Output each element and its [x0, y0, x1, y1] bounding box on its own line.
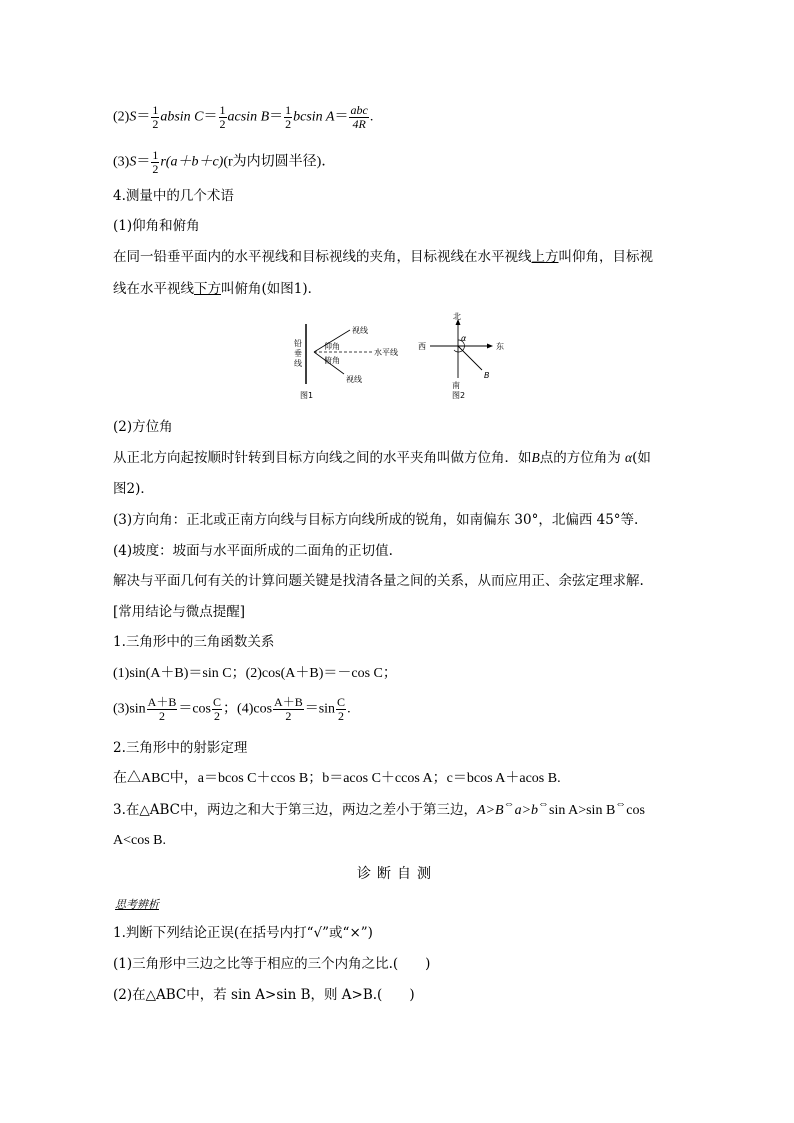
figure-2-bearing [416, 312, 506, 402]
equals: ＝ [334, 109, 349, 125]
conclusions-heading: [常用结论与微点提醒] [113, 604, 246, 620]
term-r-sum: r(a＋b＋c) [160, 154, 224, 170]
fraction-half: $\frac{1}{2}$ [152, 103, 159, 131]
label-east: 东 [496, 342, 504, 351]
label-depression: 俯角 [324, 356, 340, 365]
item-number: (2) [113, 109, 130, 125]
question-1-2: (2)在△ABC中，若 sin A>sin B，则 A>B.( ) [113, 987, 415, 1003]
term-bcsinA: bcsin A [293, 109, 335, 125]
projection-theorem: 在△ABC中，a＝bcos C＋ccos B；b＝acos C＋ccos A；c＝bcos A＋acos B. [113, 771, 561, 786]
direction-angle-definition: (3)方向角：正北或正南方向线与目标方向线所成的锐角，如南偏东 30°，北偏西 45°等. [113, 512, 639, 528]
label-elevation: 仰角 [324, 342, 340, 351]
equals: ＝ [203, 109, 218, 125]
conclusion-1-line2: (3)sin $\frac{A+B}{2}$ ＝cos $\frac{C}{2}$ ；(4)cos $\frac{A+B}{2}$ ＝sin $\frac{C}{2}$ . [113, 695, 351, 723]
iff-symbol: ⇔ [503, 798, 515, 810]
fraction-half: $\frac{1}{2}$ [219, 103, 226, 131]
elevation-definition-line2: 线在水平视线下方叫俯角(如图1)． [113, 281, 322, 297]
summary-text: 解决与平面几何有关的计算问题关键是找清各量之间的关系，从而应用正、余弦定理求解. [113, 573, 644, 589]
slope-definition: (4)坡度：坡面与水平面所成的二面角的正切值. [113, 543, 393, 559]
term-absinC: absin C [160, 109, 204, 125]
fraction-A-plus-B-over-2: $\frac{A+B}{2}$ [274, 695, 303, 723]
conclusion-3-line1: 3.在△ABC中，两边之和大于第三边，两边之差小于第三边，A>B⇔a>b⇔sin A>sin B⇔cos [113, 798, 645, 818]
alpha-symbol: α [625, 450, 633, 465]
question-1: 1.判断下列结论正误(在括号内打“√”或“×”) [113, 925, 373, 941]
conclusion-1-title: 1.三角形中的三角函数关系 [113, 634, 275, 650]
radius-note: (r为内切圆半径)． [223, 154, 336, 170]
label-south: 南 [452, 381, 460, 390]
label-vertical-1: 铅 [294, 339, 302, 348]
item-number: (3) [113, 154, 130, 170]
var-S: S [129, 109, 137, 125]
fraction-C-over-2: $\frac{C}{2}$ [337, 695, 346, 723]
label-west: 西 [418, 342, 426, 351]
iff-symbol: ⇔ [538, 798, 550, 810]
label-vertical-2: 垂 [294, 349, 302, 358]
figure-2-caption: 图2 [452, 391, 466, 400]
fraction-abc-4R: $\frac{\text{abc}}{4R}$ [350, 103, 368, 131]
label-sight-up: 视线 [352, 326, 368, 335]
subsection-elevation-title: (1)仰角和俯角 [113, 218, 200, 234]
var-S: S [129, 154, 137, 170]
thinking-tag: 思考辨析 [115, 898, 159, 911]
conclusion-2-title: 2.三角形中的射影定理 [113, 740, 248, 756]
fraction-C-over-2: $\frac{C}{2}$ [213, 695, 222, 723]
label-sight-down: 视线 [346, 375, 362, 384]
equals: ＝ [136, 154, 151, 170]
subsection-bearing-title: (2)方位角 [113, 419, 173, 435]
question-1-1: (1)三角形中三边之比等于相应的三个内角之比.( ) [113, 956, 431, 972]
label-B: B [484, 371, 490, 380]
conclusion-3-line2: A<cos B. [113, 833, 167, 848]
section-title: 4.测量中的几个术语 [113, 188, 234, 204]
label-north: 北 [453, 312, 461, 321]
label-horizontal: 水平线 [374, 348, 398, 357]
term-acsinB: acsin B [227, 109, 270, 125]
underline-above: 上方 [531, 249, 559, 265]
bearing-definition-line2: 图2)． [113, 481, 154, 497]
bearing-definition-line1: 从正北方向起按顺时针转到目标方向线之间的水平夹角叫做方位角．如B点的方位角为 α(如 [113, 450, 651, 466]
fraction-half: $\frac{1}{2}$ [152, 148, 159, 176]
east-arrow-icon [487, 344, 493, 349]
area-formula-3 [113, 149, 335, 176]
fraction-half: $\frac{1}{2}$ [285, 103, 292, 131]
elevation-definition-line1: 在同一铅垂平面内的水平视线和目标视线的夹角，目标视线在水平视线上方叫仰角，目标视 [113, 249, 653, 265]
diagnostic-heading: 诊断自测 [357, 866, 437, 882]
direction-line-B [458, 346, 482, 370]
underline-below: 下方 [194, 281, 221, 297]
label-vertical-3: 线 [294, 359, 302, 368]
equals: ＝ [269, 109, 284, 125]
area-formula-2 [113, 104, 373, 131]
point-B: B [531, 450, 540, 465]
iff-symbol: ⇔ [615, 798, 627, 810]
figure-1-elevation-depression [290, 318, 420, 402]
fraction-A-plus-B-over-2: $\frac{A+B}{2}$ [147, 695, 177, 723]
equals: ＝ [136, 109, 151, 125]
period: . [369, 109, 374, 125]
label-alpha: α [461, 334, 467, 343]
conclusion-1-line1: (1)sin(A＋B)＝sin C；(2)cos(A＋B)＝－cos C； [113, 666, 397, 681]
figure-1-caption: 图1 [300, 391, 314, 400]
